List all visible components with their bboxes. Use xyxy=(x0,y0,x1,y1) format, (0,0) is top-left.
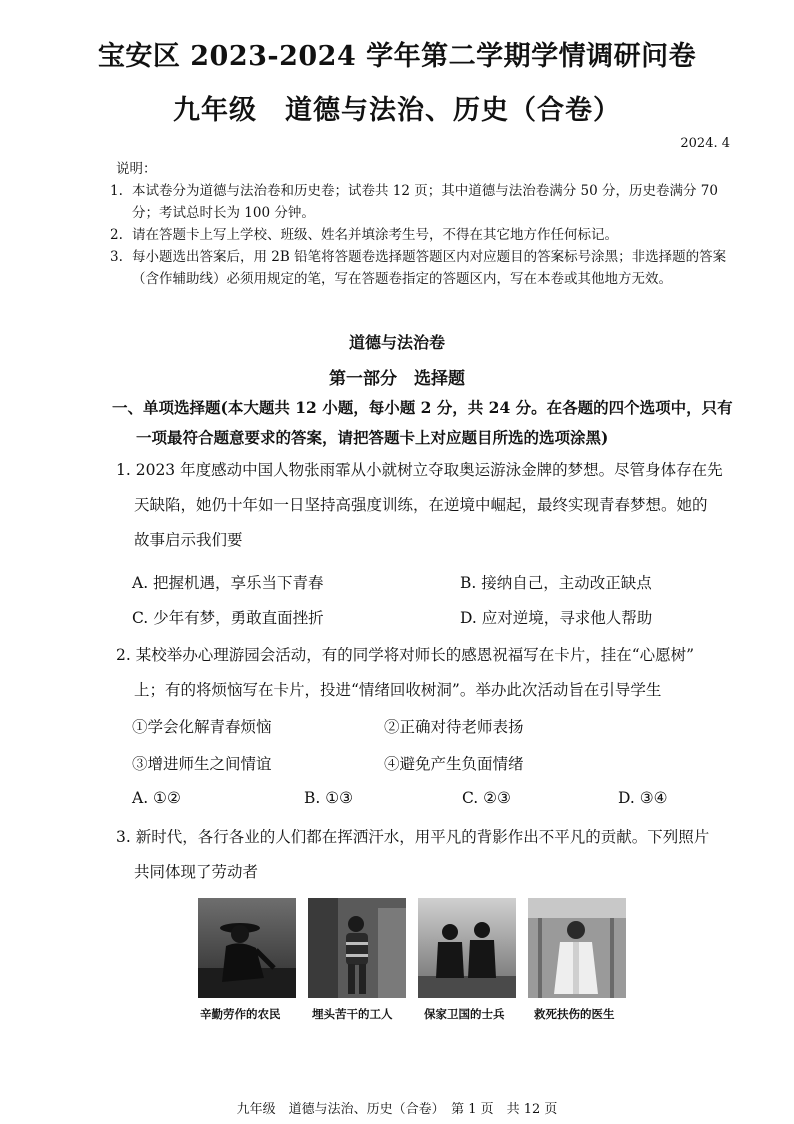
note-number: 2. xyxy=(110,227,123,243)
question-instructions xyxy=(112,393,733,453)
exam-date: 2024. 4 xyxy=(680,136,730,151)
photo-caption: 保家卫国的士兵 xyxy=(424,1007,505,1021)
option-b[interactable]: B. ①③ xyxy=(304,789,354,807)
statement-1: ①学会化解青春烦恼 xyxy=(132,718,272,736)
exam-title: 宝安区 2023-2024 学年第二学期学情调研问卷 xyxy=(97,41,697,72)
option-a[interactable]: A. ①② xyxy=(132,789,181,807)
worker-photo xyxy=(308,898,406,998)
farmer-photo xyxy=(198,898,296,998)
paper-title: 道德与法治卷 xyxy=(348,333,445,352)
statement-4: ④避免产生负面情绪 xyxy=(384,755,524,773)
photo-caption: 辛勤劳作的农民 xyxy=(200,1007,281,1021)
part-title: 第一部分 选择题 xyxy=(329,369,465,389)
question-line: 共同体现了劳动者 xyxy=(134,863,259,881)
question-line: 1. 2023 年度感动中国人物张雨霏从小就树立夺取奥运游泳金牌的梦想。尽管身体存在先 xyxy=(116,461,723,479)
question-line: 2. 某校举办心理游园会活动，有的同学将对师长的感恩祝福写在卡片，挂在“心愿树” xyxy=(116,646,695,664)
question-line: 3. 新时代，各行各业的人们都在挥洒汗水，用平凡的背影作出不平凡的贡献。下列照片 xyxy=(116,828,710,846)
question-line: 上；有的将烦恼写在卡片，投进“情绪回收树洞”。举办此次活动旨在引导学生 xyxy=(134,681,662,699)
option-d[interactable]: D. 应对逆境，寻求他人帮助 xyxy=(460,609,653,627)
note-number: 3. xyxy=(110,249,123,265)
question-line: 天缺陷，她仍十年如一日坚持高强度训练，在逆境中崛起，最终实现青春梦想。她的 xyxy=(134,496,708,514)
note-item xyxy=(110,246,728,290)
option-c[interactable]: C. ②③ xyxy=(462,789,511,807)
soldier-photo xyxy=(418,898,516,998)
page-footer: 九年级 道德与法治、历史（合卷） 第 1 页 共 12 页 xyxy=(236,1102,558,1117)
option-a[interactable]: A. 把握机遇，享乐当下青春 xyxy=(132,574,324,592)
statement-3: ③增进师生之间情谊 xyxy=(132,755,272,773)
question-1 xyxy=(116,453,723,558)
option-c[interactable]: C. 少年有梦，勇敢直面挫折 xyxy=(132,609,324,627)
note-item xyxy=(110,224,728,246)
exam-subtitle: 九年级 道德与法治、历史（合卷） xyxy=(173,95,621,126)
question-2 xyxy=(116,638,716,708)
note-text: 每小题选出答案后，用 2B 铅笔将答题卷选择题答题区内对应题目的答案标号涂黑；非选择题的答案（含作辅助线）必须用规定的笔，写在答题卷指定的答题区内，写在本卷或其他地方无效。 xyxy=(132,249,727,287)
photo-caption: 救死扶伤的医生 xyxy=(534,1007,615,1021)
statement-2: ②正确对待老师表扬 xyxy=(384,718,524,736)
notes-heading: 说明： xyxy=(116,161,157,177)
instructions-line: 一、单项选择题(本大题共 12 小题，每小题 2 分，共 24 分。在各题的四个选项中，只有 xyxy=(112,398,733,417)
option-d[interactable]: D. ③④ xyxy=(618,789,668,807)
note-item xyxy=(110,180,728,224)
question-3 xyxy=(116,820,716,890)
note-number: 1. xyxy=(110,183,123,199)
instructions-line: 一项最符合题意要求的答案，请把答题卡上对应题目所选的选项涂黑) xyxy=(136,428,609,447)
instructions-notes xyxy=(110,158,728,290)
question-line: 故事启示我们要 xyxy=(134,531,243,549)
photo-caption: 埋头苦干的工人 xyxy=(312,1007,393,1021)
note-text: 本试卷分为道德与法治卷和历史卷；试卷共 12 页；其中道德与法治卷满分 50 分，历史卷满分 70 分；考试总时长为 100 分钟。 xyxy=(132,183,718,221)
note-text: 请在答题卡上写上学校、班级、姓名并填涂考生号，不得在其它地方作任何标记。 xyxy=(132,227,618,243)
doctor-photo xyxy=(528,898,626,998)
option-b[interactable]: B. 接纳自己，主动改正缺点 xyxy=(460,574,652,592)
photo-strip xyxy=(198,898,628,1026)
